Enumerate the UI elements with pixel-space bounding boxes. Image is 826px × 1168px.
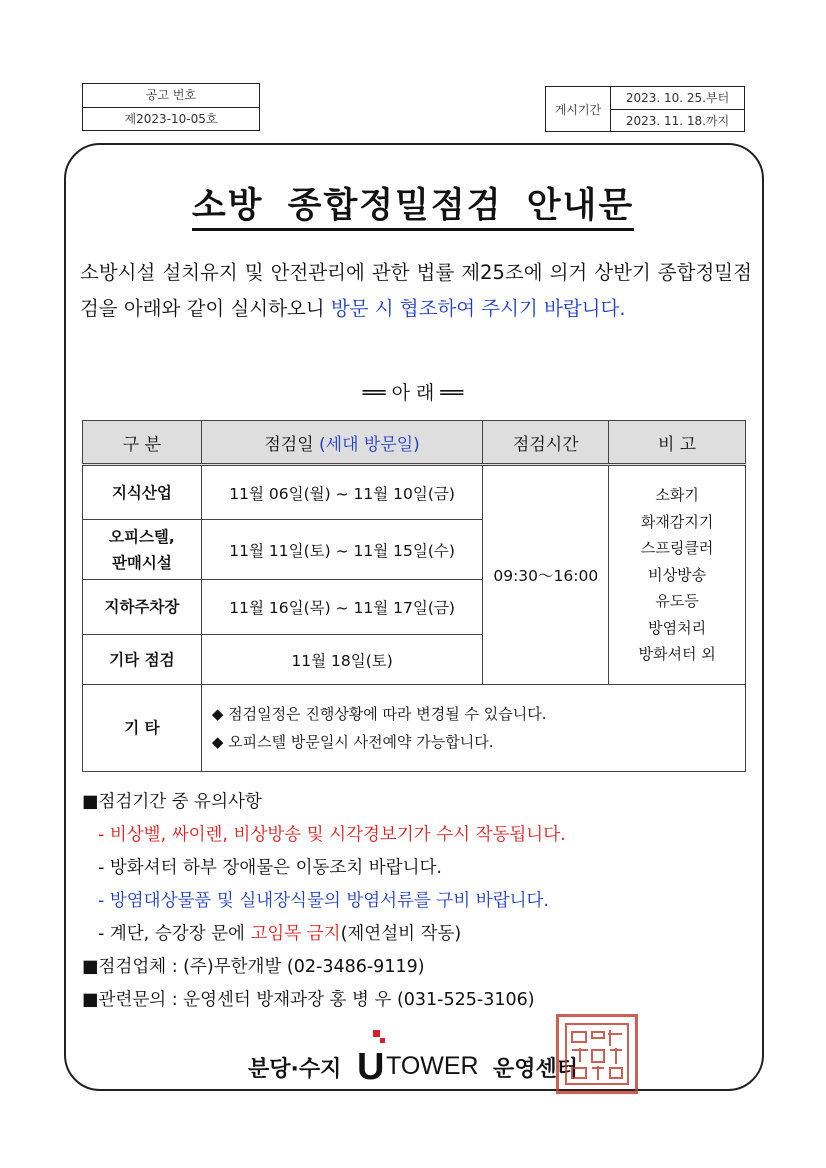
intro-text: 소방시설 설치유지 및 안전관리에 관한 법률 제25조에 의거 상반기 종합정밀점검을 아래와 같이 실시하오니 bbox=[80, 261, 752, 320]
posting-to: 2023. 11. 18.까지 bbox=[611, 109, 744, 132]
row-category: 기타 점검 bbox=[83, 635, 202, 685]
caution-item: - 계단, 승강장 문에 고임목 금지(제연설비 작동) bbox=[98, 924, 462, 944]
inquiry-contact: ■관련문의 : 운영센터 방재과장 홍 병 우 (031-525-3106) bbox=[82, 990, 535, 1010]
table-row bbox=[83, 465, 746, 520]
notice-number: 제2023-10-05호 bbox=[83, 107, 259, 131]
section-divider: ══ 아 래 ══ bbox=[362, 382, 464, 404]
row-date: 11월 06일(월) ~ 11월 10일(금) bbox=[201, 465, 483, 520]
caution-item: - 방화셔터 하부 장애물은 이동조치 바랍니다. bbox=[98, 858, 442, 878]
header-time: 점검시간 bbox=[483, 421, 609, 465]
schedule-table bbox=[82, 420, 746, 772]
posting-period-box bbox=[545, 86, 745, 132]
page-title: 소방 종합정밀점검 안내문 bbox=[0, 178, 826, 228]
official-seal-icon bbox=[556, 1014, 638, 1094]
footer-center: 운영센터 bbox=[493, 1057, 579, 1082]
intro-request: 방문 시 협조하여 주시기 바랍니다. bbox=[330, 297, 626, 320]
inspection-company: ■점검업체 : (주)무한개발 (02-3486-9119) bbox=[82, 957, 425, 977]
row-date: 11월 11일(토) ~ 11월 15일(수) bbox=[201, 520, 483, 580]
etc-note: ◆ 점검일정은 진행상황에 따라 변경될 수 있습니다. bbox=[211, 705, 547, 723]
intro-paragraph bbox=[80, 255, 752, 327]
inspection-time: 09:30～16:00 bbox=[483, 465, 609, 685]
caution-item: - 방염대상물품 및 실내장식물의 방염서류를 구비 바랍니다. bbox=[98, 891, 549, 911]
footer-prefix: 분당·수지 bbox=[248, 1057, 342, 1082]
header-remark: 비 고 bbox=[609, 421, 746, 465]
footer-u: U bbox=[357, 1046, 385, 1088]
logo-dot-icon bbox=[373, 1030, 380, 1037]
header-date: 점검일 (세대 방문일) bbox=[201, 421, 483, 465]
notice-number-box bbox=[82, 83, 260, 131]
notice-label: 공고 번호 bbox=[145, 88, 197, 102]
posting-label: 게시기간 bbox=[546, 87, 611, 131]
etc-note: ◆ 오피스텔 방문일시 사전예약 가능합니다. bbox=[211, 733, 494, 751]
cautions-section bbox=[82, 786, 762, 1017]
caution-item: - 비상벨, 싸이렌, 비상방송 및 시각경보기가 수시 작동됩니다. bbox=[98, 825, 566, 845]
footer-tower: TOWER bbox=[386, 1052, 479, 1080]
etc-label: 기 타 bbox=[83, 685, 202, 772]
table-row-etc bbox=[83, 685, 746, 772]
posting-from: 2023. 10. 25.부터 bbox=[625, 91, 730, 105]
row-date: 11월 18일(토) bbox=[201, 635, 483, 685]
row-date: 11월 16일(목) ~ 11월 17일(금) bbox=[201, 580, 483, 635]
footer-logo bbox=[0, 1030, 826, 1090]
row-category: 오피스텔, 판매시설 bbox=[83, 520, 202, 580]
cautions-heading: ■점검기간 중 유의사항 bbox=[82, 792, 262, 812]
header-category: 구 분 bbox=[83, 421, 202, 465]
logo-dot-icon bbox=[380, 1038, 385, 1043]
row-category: 지하주차장 bbox=[83, 580, 202, 635]
row-category: 지식산업 bbox=[83, 465, 202, 520]
remark-cell: 소화기 화재감지기 스프링클러 비상방송 유도등 방염처리 방화셔터 외 bbox=[609, 465, 746, 685]
table-header bbox=[83, 421, 746, 465]
etc-notes bbox=[201, 685, 745, 772]
